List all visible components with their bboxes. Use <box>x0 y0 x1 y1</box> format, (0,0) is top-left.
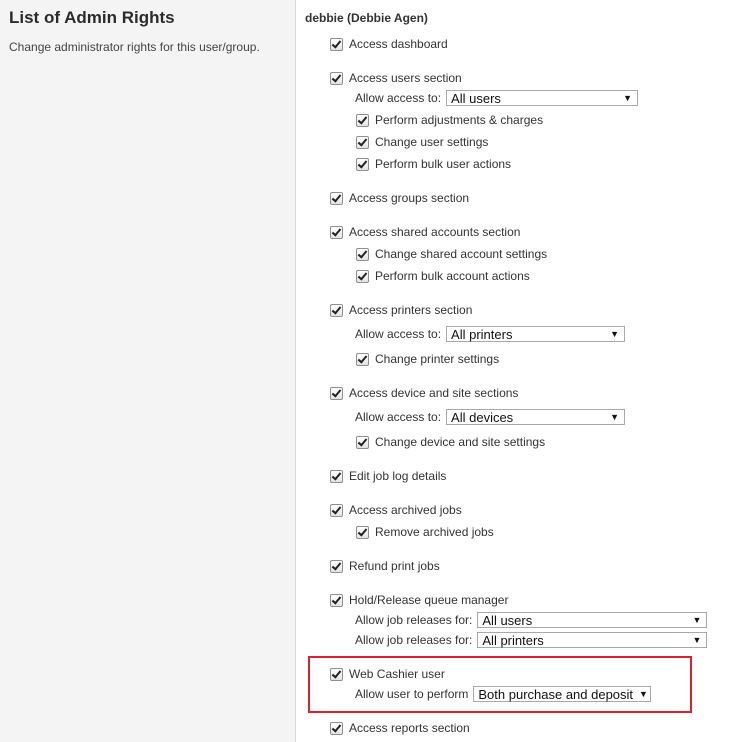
perform-adjustments-label: Perform adjustments & charges <box>375 113 544 127</box>
web-cashier-perform-row <box>355 685 651 703</box>
web-cashier-label: Web Cashier user <box>349 667 445 681</box>
rights-panel <box>296 0 739 742</box>
left-panel <box>0 0 296 742</box>
devices-access-select-value: All devices <box>451 409 514 425</box>
access-dashboard-checkbox[interactable] <box>330 38 343 51</box>
job-release-users-select-value: All users <box>482 612 533 628</box>
web-cashier-row <box>330 666 445 682</box>
remove-archived-label: Remove archived jobs <box>375 525 494 539</box>
perform-bulk-account-label: Perform bulk account actions <box>375 269 530 283</box>
web-cashier-perform-label: Allow user to perform <box>355 687 469 701</box>
devices-access-row <box>355 408 625 426</box>
printers-access-select[interactable] <box>446 326 625 342</box>
chevron-down-icon: ▼ <box>623 93 633 103</box>
access-printers-label: Access printers section <box>349 303 473 317</box>
change-device-settings-label: Change device and site settings <box>375 435 546 449</box>
perform-bulk-user-row <box>356 156 511 172</box>
perform-bulk-account-checkbox[interactable] <box>356 270 369 283</box>
job-release-users-label: Allow job releases for: <box>355 613 473 627</box>
remove-archived-checkbox[interactable] <box>356 526 369 539</box>
change-user-settings-checkbox[interactable] <box>356 136 369 149</box>
users-access-select-value: All users <box>451 90 501 106</box>
access-archived-label: Access archived jobs <box>349 503 462 517</box>
perform-adjustments-row <box>356 112 543 128</box>
page-description: Change administrator rights for this user/group. <box>9 40 260 54</box>
change-printer-settings-checkbox[interactable] <box>356 353 369 366</box>
access-shared-checkbox[interactable] <box>330 226 343 239</box>
chevron-down-icon: ▼ <box>692 635 702 645</box>
hold-release-row <box>330 592 508 608</box>
access-printers-checkbox[interactable] <box>330 304 343 317</box>
change-device-settings-row <box>356 434 545 450</box>
chevron-down-icon: ▼ <box>639 689 648 699</box>
chevron-down-icon: ▼ <box>692 615 702 625</box>
page-title: List of Admin Rights <box>9 8 175 27</box>
access-device-label: Access device and site sections <box>349 386 519 400</box>
access-groups-label: Access groups section <box>349 191 470 205</box>
perform-bulk-user-label: Perform bulk user actions <box>375 157 512 171</box>
job-release-printers-row <box>355 631 707 649</box>
access-reports-checkbox[interactable] <box>330 722 343 735</box>
access-archived-checkbox[interactable] <box>330 504 343 517</box>
user-heading: debbie (Debbie Agen) <box>305 11 428 25</box>
change-printer-settings-row <box>356 351 499 367</box>
access-users-row <box>330 70 462 86</box>
change-user-settings-label: Change user settings <box>375 135 489 149</box>
job-release-printers-label: Allow job releases for: <box>355 633 473 647</box>
access-shared-row <box>330 224 520 240</box>
access-shared-label: Access shared accounts section <box>349 225 521 239</box>
edit-job-log-checkbox[interactable] <box>330 470 343 483</box>
access-reports-row <box>330 720 470 736</box>
change-shared-settings-row <box>356 246 547 262</box>
job-release-users-select[interactable] <box>477 612 707 628</box>
access-reports-label: Access reports section <box>349 721 470 735</box>
users-access-select[interactable] <box>446 90 638 106</box>
devices-access-select[interactable] <box>446 409 625 425</box>
job-release-printers-select-value: All printers <box>482 632 544 648</box>
hold-release-checkbox[interactable] <box>330 594 343 607</box>
hold-release-label: Hold/Release queue manager <box>349 593 509 607</box>
printers-allow-access-label: Allow access to: <box>355 327 442 341</box>
chevron-down-icon: ▼ <box>610 412 620 422</box>
change-device-settings-checkbox[interactable] <box>356 436 369 449</box>
access-groups-checkbox[interactable] <box>330 192 343 205</box>
access-printers-row <box>330 302 472 318</box>
change-shared-settings-label: Change shared account settings <box>375 247 548 261</box>
web-cashier-checkbox[interactable] <box>330 668 343 681</box>
access-archived-row <box>330 502 462 518</box>
change-user-settings-row <box>356 134 488 150</box>
access-users-checkbox[interactable] <box>330 72 343 85</box>
change-printer-settings-label: Change printer settings <box>375 352 500 366</box>
access-dashboard-row <box>330 36 448 52</box>
refund-print-label: Refund print jobs <box>349 559 440 573</box>
web-cashier-perform-select[interactable] <box>473 686 651 702</box>
job-release-printers-select[interactable] <box>477 632 707 648</box>
printers-access-select-value: All printers <box>451 326 513 342</box>
web-cashier-perform-select-value: Both purchase and deposit <box>478 686 634 702</box>
edit-job-log-label: Edit job log details <box>349 469 447 483</box>
refund-print-row <box>330 558 440 574</box>
devices-allow-access-label: Allow access to: <box>355 410 442 424</box>
perform-bulk-account-row <box>356 268 530 284</box>
printers-access-row <box>355 325 625 343</box>
users-allow-access-label: Allow access to: <box>355 91 442 105</box>
perform-adjustments-checkbox[interactable] <box>356 114 369 127</box>
access-device-row <box>330 385 518 401</box>
access-users-label: Access users section <box>349 71 462 85</box>
access-groups-row <box>330 190 469 206</box>
access-dashboard-label: Access dashboard <box>349 37 448 51</box>
access-device-checkbox[interactable] <box>330 387 343 400</box>
chevron-down-icon: ▼ <box>610 329 620 339</box>
change-shared-settings-checkbox[interactable] <box>356 248 369 261</box>
users-access-row <box>355 89 638 107</box>
perform-bulk-user-checkbox[interactable] <box>356 158 369 171</box>
edit-job-log-row <box>330 468 446 484</box>
job-release-users-row <box>355 611 707 629</box>
refund-print-checkbox[interactable] <box>330 560 343 573</box>
remove-archived-row <box>356 524 494 540</box>
